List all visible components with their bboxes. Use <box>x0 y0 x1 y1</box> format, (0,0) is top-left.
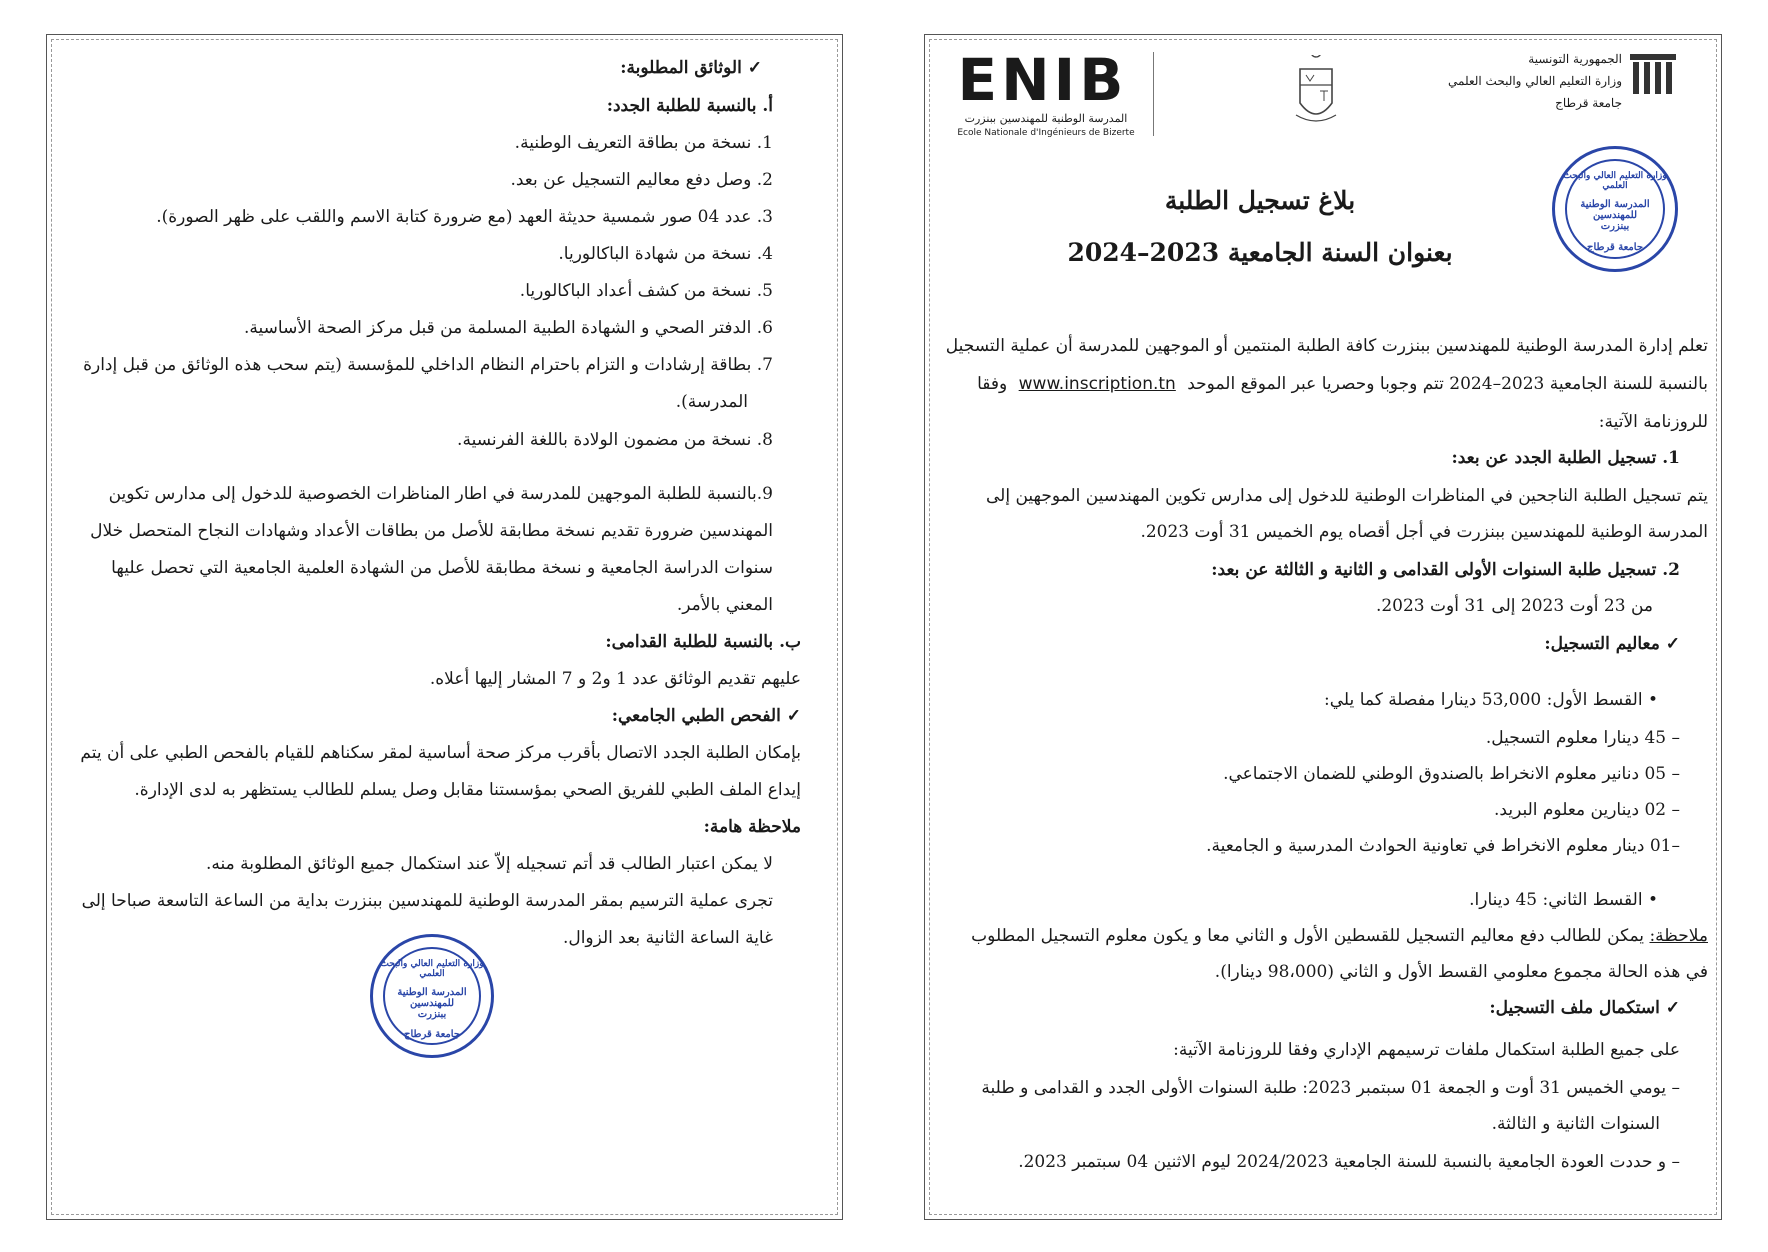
document-item-2: 2. وصل دفع معاليم التسجيل عن بعد. <box>510 170 773 190</box>
school-name-ar: المدرسة الوطنية للمهندسين ببنزرت <box>964 112 1128 125</box>
official-stamp-right <box>1552 146 1678 272</box>
section1-heading: 1. تسجيل الطلبة الجدد عن بعد: <box>1451 448 1680 468</box>
section2-heading: 2. تسجيل طلبة السنوات الأولى القدامى و الثانية و الثالثة عن بعد: <box>1211 560 1680 580</box>
medical-line2: إيداع الملف الطبي للفريق الصحي بمؤسستنا مقابل وصل يسلم للطالب يستظهر به لدى الإدارة. <box>134 780 801 800</box>
section1-line1: يتم تسجيل الطلبة الناجحين في المناظرات الوطنية للدخول إلى مدارس تكوين المهندسين الموجهين إلى <box>985 486 1708 506</box>
old-students-line: عليهم تقديم الوثائق عدد 1 و2 و 7 المشار إليها أعلاه. <box>429 669 801 689</box>
fee-item-4: –01 دينار معلوم الانخراط في تعاونية الحوادث المدرسية و الجامعية. <box>1206 836 1680 856</box>
completion-item1-line2: السنوات الثانية و الثالثة. <box>1491 1114 1660 1134</box>
website-link[interactable]: www.inscription.tn <box>1018 374 1176 394</box>
ministry-label: وزارة التعليم العالي والبحث العلمي <box>1448 74 1622 88</box>
university-logo-icon <box>1628 52 1678 98</box>
new-students-heading: أ. بالنسبة للطلبة الجدد: <box>606 96 773 116</box>
second-installment: • القسط الثاني: 45 دينارا. <box>1469 890 1658 910</box>
intro-line2 <box>977 374 1708 395</box>
document-item-9-line2: المهندسين ضرورة تقديم نسخة مطابقة للأصل من بطاقات الأعداد وشهادات النجاح المتحصل خلال <box>90 521 773 541</box>
fees-note-label: ملاحظة: <box>1649 926 1708 946</box>
old-students-heading: ب. بالنسبة للطلبة القدامى: <box>605 632 801 652</box>
republic-label: الجمهورية التونسية <box>1528 52 1622 66</box>
notice-subtitle: بعنوان السنة الجامعية 2023–2024 <box>1067 238 1453 267</box>
completion-item2: – و حددت العودة الجامعية بالنسبة للسنة الجامعية 2024/2023 ليوم الاثنين 04 سبتمبر 2023. <box>1018 1152 1680 1172</box>
document-item-9-line4: المعني بالأمر. <box>676 595 773 615</box>
intro-line2-end: وفقا <box>977 374 1008 394</box>
stamp-outer-text: وزارة التعليم العالي والبحث العلمي <box>380 959 484 979</box>
fee-item-2: – 05 دنانير معلوم الانخراط بالصندوق الوطني للضمان الاجتماعي. <box>1223 764 1680 784</box>
important-note-line2: تجرى عملية الترسيم بمقر المدرسة الوطنية للمهندسين ببنزرت بداية من الساعة التاسعة صباحا إلى <box>81 891 773 911</box>
document-item-8: 8. نسخة من مضمون الولادة باللغة الفرنسية. <box>457 430 773 450</box>
important-note-heading: ملاحظة هامة: <box>703 817 801 837</box>
document-item-7-line2: المدرسة). <box>675 392 748 412</box>
document-item-6: 6. الدفتر الصحي و الشهادة الطبية المسلمة من قبل مركز الصحة الأساسية. <box>244 318 773 338</box>
university-label: جامعة قرطاج <box>1555 96 1622 110</box>
stamp-bottom-text: جامعة قرطاج <box>1586 242 1643 253</box>
stamp-bottom-text: جامعة قرطاج <box>403 1029 460 1040</box>
section2-line1: من 23 أوت 2023 إلى 31 أوت 2023. <box>1375 596 1653 616</box>
document-item-9-line1: 9.بالنسبة للطلبة الموجهين للمدرسة في اطار المناظرات الخصوصية للدخول إلى مدارس تكوين <box>108 484 773 504</box>
documents-heading: ✓ الوثائق المطلوبة: <box>620 58 762 78</box>
fees-note-line1 <box>971 926 1708 947</box>
stamp-outer-text: وزارة التعليم العالي والبحث العلمي <box>1563 171 1667 191</box>
fees-note-text: يمكن للطالب دفع معاليم التسجيل للقسطين الأول و الثاني معا و يكون معلوم التسجيل المطلوب <box>971 926 1645 946</box>
stamp-center-text: المدرسة الوطنية للمهندسين ببنزرت <box>397 987 467 1020</box>
document-item-4: 4. نسخة من شهادة الباكالوريا. <box>558 244 773 264</box>
document-item-5: 5. نسخة من كشف أعداد الباكالوريا. <box>519 281 773 301</box>
completion-line1: على جميع الطلبة استكمال ملفات ترسيمهم الإداري وفقا للروزنامة الآتية: <box>1173 1040 1680 1060</box>
intro-line3: للروزنامة الآتية: <box>1598 412 1708 432</box>
medical-line1: بإمكان الطلبة الجدد الاتصال بأقرب مركز صحة أساسية لمقر سكناهم للقيام بالفحص الطبي على أن يتم <box>80 743 801 763</box>
important-note-line3: غاية الساعة الثانية بعد الزوال. <box>562 928 773 948</box>
completion-heading: ✓ استكمال ملف التسجيل: <box>1489 998 1680 1018</box>
document-item-9-line3: سنوات الدراسة الجامعية و نسخة مطابقة للأصل من الشهادة العلمية الجامعية التي تحصل عليها <box>111 558 773 578</box>
tunisia-emblem-icon <box>1290 55 1342 130</box>
enib-logo-mark: ENIB <box>957 46 1128 114</box>
document-item-1: 1. نسخة من بطاقة التعريف الوطنية. <box>514 133 773 153</box>
important-note-line1: لا يمكن اعتبار الطالب قد أتم تسجيله إلاّ عند استكمال جميع الوثائق المطلوبة منه. <box>206 854 773 874</box>
document-item-3: 3. عدد 04 صور شمسية حديثة العهد (مع ضرورة كتابة الاسم واللقب على ظهر الصورة). <box>156 207 773 227</box>
fee-item-1: – 45 دينارا معلوم التسجيل. <box>1485 728 1680 748</box>
header-divider <box>1153 52 1154 136</box>
intro-line1: تعلم إدارة المدرسة الوطنية للمهندسين ببنزرت كافة الطلبة المنتمين أو الموجهين للمدرسة أن عملية التسجيل <box>945 336 1708 356</box>
enib-logo <box>940 46 1152 142</box>
fees-heading: ✓ معاليم التسجيل: <box>1544 634 1680 654</box>
medical-heading: ✓ الفحص الطبي الجامعي: <box>611 706 801 726</box>
section1-line2: المدرسة الوطنية للمهندسين ببنزرت في أجل أقصاه يوم الخميس 31 أوت 2023. <box>1140 522 1708 542</box>
official-stamp-left <box>370 934 494 1058</box>
document-item-7-line1: 7. بطاقة إرشادات و التزام باحترام النظام الداخلي للمؤسسة (يتم سحب هذه الوثائق من قبل إدارة <box>83 355 773 375</box>
school-name-fr: Ecole Nationale d'Ingénieurs de Bizerte <box>957 128 1135 138</box>
first-installment: • القسط الأول: 53,000 دينارا مفصلة كما يلي: <box>1324 690 1658 710</box>
notice-title: بلاغ تسجيل الطلبة <box>1164 186 1356 215</box>
stamp-center-text: المدرسة الوطنية للمهندسين ببنزرت <box>1580 199 1650 232</box>
completion-item1-line1: – يومي الخميس 31 أوت و الجمعة 01 سبتمبر 2023: طلبة السنوات الأولى الجدد و القدامى و طلبة <box>981 1078 1680 1098</box>
fees-note-line2: في هذه الحالة مجموع معلومي القسط الأول و الثاني (98،000 دينارا). <box>1214 962 1708 982</box>
fee-item-3: – 02 دينارين معلوم البريد. <box>1494 800 1680 820</box>
intro-line2-text: بالنسبة للسنة الجامعية 2023–2024 تتم وجوبا وحصريا عبر الموقع الموحد <box>1187 374 1708 394</box>
